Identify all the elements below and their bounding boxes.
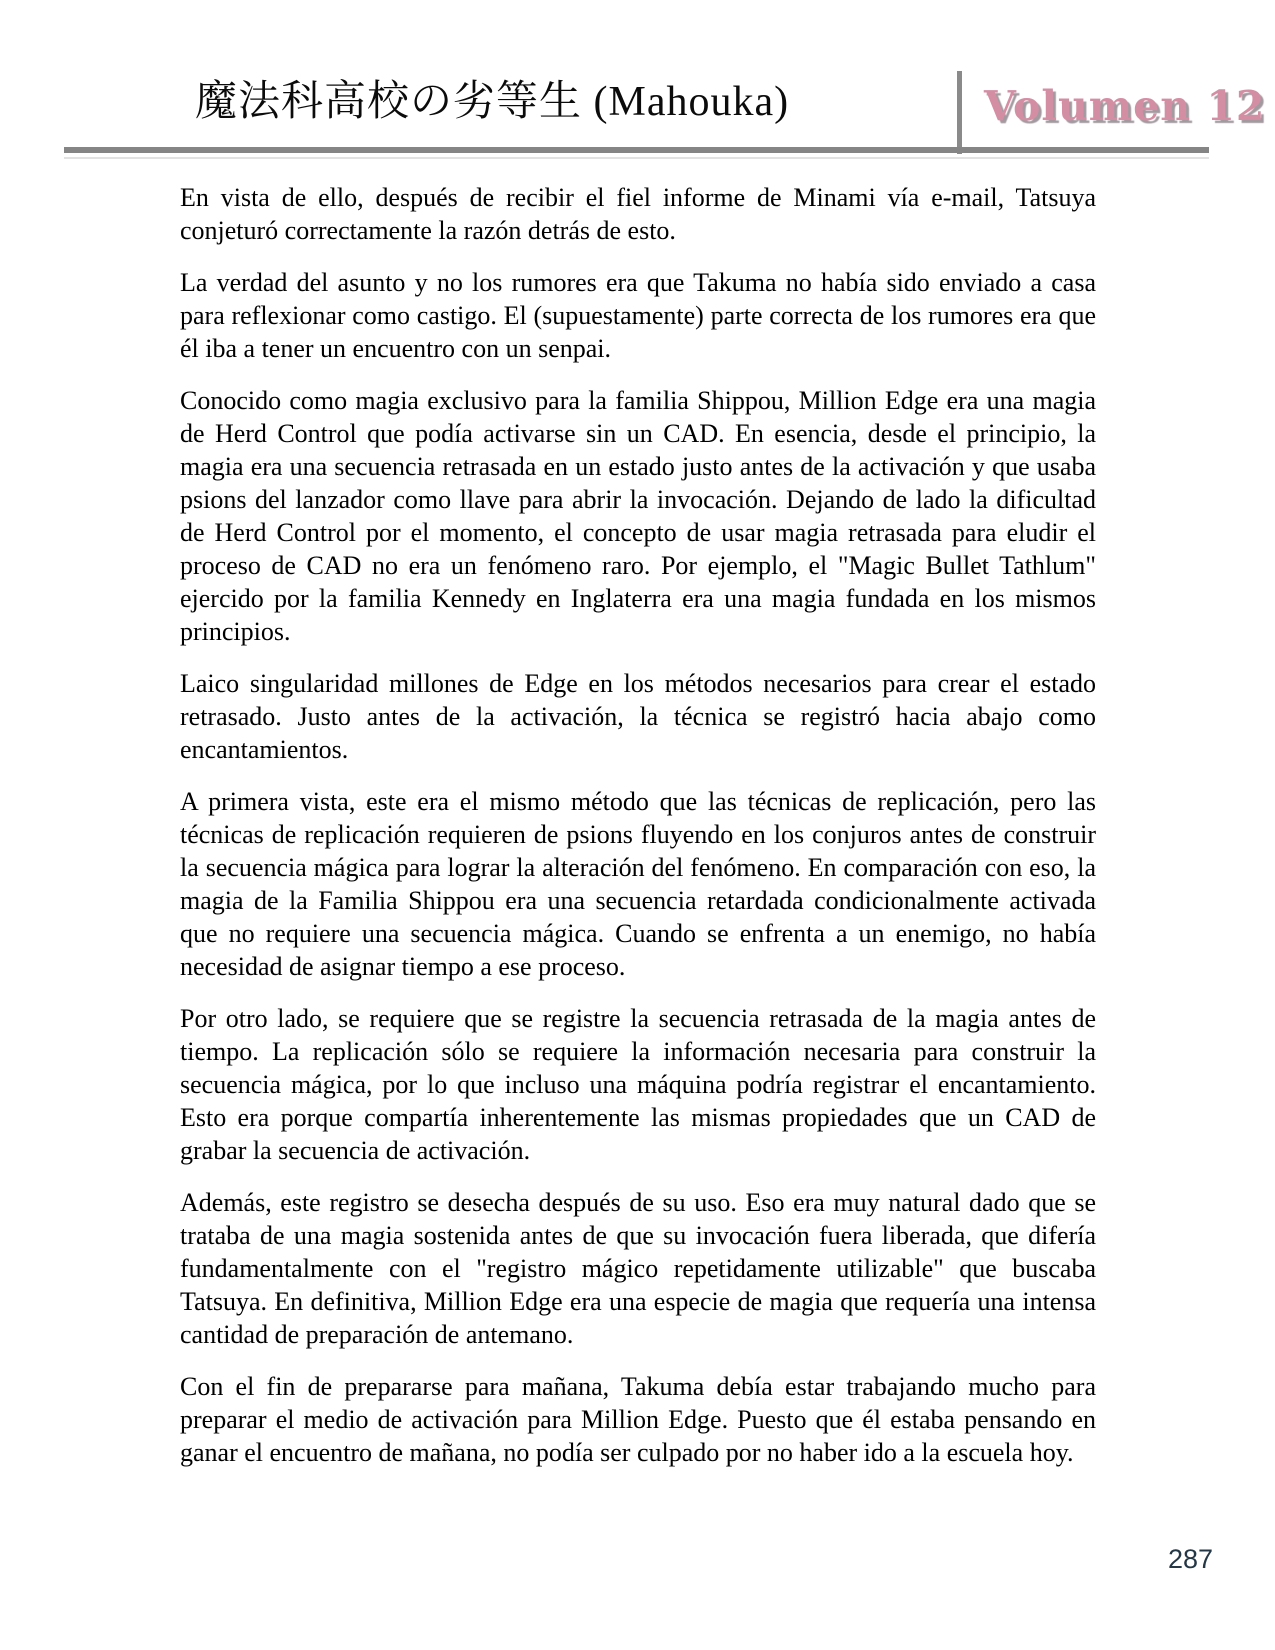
- body-text: [180, 181, 1096, 1488]
- page-number: 287: [1168, 1544, 1214, 1574]
- document-title: 魔法科高校の劣等生 (Mahouka): [195, 79, 790, 125]
- paragraph: En vista de ello, después de recibir el fiel informe de Minami vía e-mail, Tatsuya conjeturó correctamente la razón detrás de esto.: [180, 183, 1096, 245]
- header-rule: [64, 147, 1209, 153]
- paragraph: Conocido como magia exclusivo para la familia Shippou, Million Edge era una magia de Herd Control que podía activarse sin un CAD. En esencia, desde el principio, la magia era una secuencia retrasada en un estado justo antes de la activación y que usaba psions del lanzador como llave para abrir la invocación. Dejando de lado la dificultad de Herd Control por el momento, el concepto de usar magia retrasada para eludir el proceso de CAD no era un fenómeno raro. Por ejemplo, el "Magic Bullet Tathlum" ejercido por la familia Kennedy en Inglaterra era una magia fundada en los mismos principios.: [180, 386, 1096, 646]
- paragraph: Además, este registro se desecha después de su uso. Eso era muy natural dado que se trataba de una magia sostenida antes de que su invocación fuera liberada, que difería fundamentalmente con el "registro mágico repetidamente utilizable" que buscaba Tatsuya. En definitiva, Million Edge era una especie de magia que requería una intensa cantidad de preparación de antemano.: [180, 1188, 1096, 1349]
- header-divider: [957, 71, 962, 154]
- paragraph: Con el fin de prepararse para mañana, Takuma debía estar trabajando mucho para preparar el medio de activación para Million Edge. Puesto que él estaba pensando en ganar el encuentro de mañana, no podía ser culpado por no haber ido a la escuela hoy.: [180, 1372, 1096, 1467]
- paragraph: Por otro lado, se requiere que se registre la secuencia retrasada de la magia antes de tiempo. La replicación sólo se requiere la información necesaria para construir la secuencia mágica, por lo que incluso una máquina podría registrar el encantamiento. Esto era porque compartía inherentemente las mismas propiedades que un CAD de grabar la secuencia de activación.: [180, 1004, 1096, 1165]
- header-rule-shadow: [64, 157, 1209, 159]
- paragraph: Laico singularidad millones de Edge en los métodos necesarios para crear el estado retrasado. Justo antes de la activación, la técnica se registró hacia abajo como encantamientos.: [180, 669, 1096, 764]
- paragraph: La verdad del asunto y no los rumores era que Takuma no había sido enviado a casa para reflexionar como castigo. El (supuestamente) parte correcta de los rumores era que él iba a tener un encuentro con un senpai.: [180, 268, 1096, 363]
- volume-label: Volumen 12: [984, 82, 1266, 130]
- paragraph: A primera vista, este era el mismo método que las técnicas de replicación, pero las técnicas de replicación requieren de psions fluyendo en los conjuros antes de construir la secuencia mágica para lograr la alteración del fenómeno. En comparación con eso, la magia de la Familia Shippou era una secuencia retardada condicionalmente activada que no requiere una secuencia mágica. Cuando se enfrenta a un enemigo, no había necesidad de asignar tiempo a ese proceso.: [180, 787, 1096, 981]
